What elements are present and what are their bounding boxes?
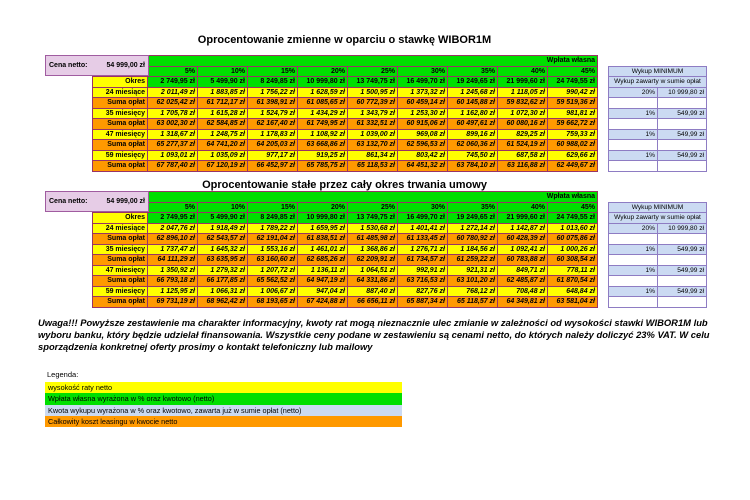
value-cell: 65 118,57 zł — [448, 297, 498, 308]
wykup-percent-cell: 1% — [609, 286, 658, 297]
value-cell: 1 461,01 zł — [298, 244, 348, 255]
value-cell: 990,42 zł — [548, 87, 598, 98]
wykup-row — [609, 119, 707, 130]
value-cell: 1 035,09 zł — [198, 150, 248, 161]
percent-header-cell: 5% — [148, 202, 198, 213]
table-row — [93, 213, 598, 224]
value-cell: 65 785,75 zł — [298, 161, 348, 172]
value-cell: 60 780,92 zł — [448, 234, 498, 245]
value-cell: 62 167,40 zł — [248, 119, 298, 130]
wykup-subtitle-header: Wykup zawarty w sumie opłat — [609, 213, 707, 224]
wykup-percent-cell — [609, 234, 658, 245]
value-cell: 5 499,90 zł — [198, 77, 248, 88]
value-cell: 1 368,86 zł — [348, 244, 398, 255]
value-cell: 708,48 zł — [498, 286, 548, 297]
wykup-amount-cell — [658, 140, 707, 151]
value-cell: 1 092,41 zł — [498, 244, 548, 255]
value-cell: 1 253,30 zł — [398, 108, 448, 119]
value-cell: 1 628,59 zł — [298, 87, 348, 98]
wykup-row — [609, 286, 707, 297]
value-cell: 1 064,51 zł — [348, 265, 398, 276]
wykup-amount-cell — [658, 161, 707, 172]
value-cell: 62 896,10 zł — [148, 234, 198, 245]
value-cell: 64 741,20 zł — [198, 140, 248, 151]
value-cell: 1 737,47 zł — [148, 244, 198, 255]
value-cell: 887,40 zł — [348, 286, 398, 297]
percent-header-cell: 35% — [448, 66, 498, 77]
value-cell: 60 772,39 zł — [348, 98, 398, 109]
value-cell: 921,31 zł — [448, 265, 498, 276]
value-cell: 1 918,49 zł — [198, 223, 248, 234]
value-cell: 67 787,40 zł — [148, 161, 198, 172]
value-cell: 2 047,76 zł — [148, 223, 198, 234]
table-row — [93, 244, 598, 255]
value-cell: 60 988,02 zł — [548, 140, 598, 151]
value-cell: 62 596,53 zł — [398, 140, 448, 151]
wykup-percent-cell — [609, 276, 658, 287]
cena-netto-value: 54 999,00 zł — [106, 62, 145, 69]
value-cell: 61 838,51 zł — [298, 234, 348, 245]
value-cell: 65 887,34 zł — [398, 297, 448, 308]
wykup-row — [609, 244, 707, 255]
rates-table-variable — [92, 55, 598, 172]
value-cell: 8 249,85 zł — [248, 213, 298, 224]
value-cell: 62 191,04 zł — [248, 234, 298, 245]
row-label-cell: 47 miesięcy — [93, 129, 148, 140]
value-cell: 61 712,17 zł — [198, 98, 248, 109]
value-cell: 1 006,67 zł — [248, 286, 298, 297]
row-label-cell: 47 miesięcy — [93, 265, 148, 276]
value-cell: 65 277,37 zł — [148, 140, 198, 151]
value-cell: 66 452,97 zł — [248, 161, 298, 172]
wykup-amount-cell: 549,99 zł — [658, 150, 707, 161]
percent-header-cell: 45% — [548, 66, 598, 77]
value-cell: 59 662,72 zł — [548, 119, 598, 130]
value-cell: 63 160,60 zł — [248, 255, 298, 266]
value-cell: 60 075,86 zł — [548, 234, 598, 245]
value-cell: 1 066,31 zł — [198, 286, 248, 297]
value-cell: 63 002,30 zł — [148, 119, 198, 130]
value-cell: 62 449,67 zł — [548, 161, 598, 172]
legend-item: Wpłata własna wyrażona w % oraz kwotowo (netto) — [45, 393, 402, 404]
value-cell: 67 424,88 zł — [298, 297, 348, 308]
percent-header-cell: 40% — [498, 66, 548, 77]
percent-header-cell: 25% — [348, 202, 398, 213]
legend-item: wysokość raty netto — [45, 382, 402, 393]
wykup-amount-cell — [658, 234, 707, 245]
cena-netto-label: Cena netto: — [49, 198, 88, 205]
fixed-rate-title: Oprocentowanie stałe przez cały okres trwania umowy — [202, 179, 487, 191]
wykup-percent-cell: 1% — [609, 244, 658, 255]
value-cell: 899,16 zł — [448, 129, 498, 140]
row-label-cell: Suma opłat — [93, 255, 148, 266]
table-row — [93, 129, 598, 140]
value-cell: 1 125,95 zł — [148, 286, 198, 297]
legend-item: Kwota wykupu wyrażona w % oraz kwotowo, zawarta już w sumie opłat (netto) — [45, 405, 402, 416]
wykup-amount-cell: 549,99 zł — [658, 108, 707, 119]
wykup-minimum-table-fixed — [608, 202, 707, 308]
wykup-minimum-header: Wykup MINIMUM — [609, 66, 707, 77]
wykup-row — [609, 108, 707, 119]
percent-header-cell: 10% — [198, 202, 248, 213]
value-cell: 1 789,22 zł — [248, 223, 298, 234]
percent-header-cell: 40% — [498, 202, 548, 213]
value-cell: 64 205,03 zł — [248, 140, 298, 151]
value-cell: 1 272,14 zł — [448, 223, 498, 234]
value-cell: 61 085,65 zł — [298, 98, 348, 109]
value-cell: 1 524,79 zł — [248, 108, 298, 119]
wykup-row — [609, 223, 707, 234]
row-label-cell: Okres — [93, 77, 148, 88]
table-row — [93, 87, 598, 98]
row-label-cell: Suma opłat — [93, 161, 148, 172]
value-cell: 61 524,19 zł — [498, 140, 548, 151]
value-cell: 687,58 zł — [498, 150, 548, 161]
wykup-row — [609, 255, 707, 266]
value-cell: 62 209,91 zł — [348, 255, 398, 266]
value-cell: 1 248,75 zł — [198, 129, 248, 140]
percent-header-cell: 45% — [548, 202, 598, 213]
value-cell: 1 705,78 zł — [148, 108, 198, 119]
wykup-amount-cell: 549,99 zł — [658, 244, 707, 255]
table-row — [93, 108, 598, 119]
value-cell: 1 756,22 zł — [248, 87, 298, 98]
value-cell: 13 749,75 zł — [348, 77, 398, 88]
value-cell: 68 193,65 zł — [248, 297, 298, 308]
value-cell: 60 459,14 zł — [398, 98, 448, 109]
percent-header-cell: 35% — [448, 202, 498, 213]
value-cell: 992,91 zł — [398, 265, 448, 276]
value-cell: 60 428,39 zł — [498, 234, 548, 245]
value-cell: 1 645,32 zł — [198, 244, 248, 255]
value-cell: 1 401,41 zł — [398, 223, 448, 234]
value-cell: 66 793,18 zł — [148, 276, 198, 287]
value-cell: 16 499,70 zł — [398, 213, 448, 224]
value-cell: 67 120,19 zł — [198, 161, 248, 172]
value-cell: 1 318,67 zł — [148, 129, 198, 140]
wykup-amount-cell — [658, 98, 707, 109]
legend — [45, 382, 402, 427]
wykup-percent-cell — [609, 297, 658, 308]
row-label-cell: Suma opłat — [93, 276, 148, 287]
value-cell: 21 999,60 zł — [498, 77, 548, 88]
value-cell: 63 635,95 zł — [198, 255, 248, 266]
value-cell: 13 749,75 zł — [348, 213, 398, 224]
wykup-row — [609, 161, 707, 172]
table-row — [93, 276, 598, 287]
wykup-percent-cell: 1% — [609, 129, 658, 140]
table-row — [93, 150, 598, 161]
value-cell: 62 485,87 zł — [498, 276, 548, 287]
value-cell: 1 178,83 zł — [248, 129, 298, 140]
value-cell: 60 308,54 zł — [548, 255, 598, 266]
wykup-amount-cell: 10 999,80 zł — [658, 223, 707, 234]
value-cell: 2 749,95 zł — [148, 77, 198, 88]
wykup-row — [609, 129, 707, 140]
value-cell: 981,81 zł — [548, 108, 598, 119]
value-cell: 64 331,86 zł — [348, 276, 398, 287]
row-label-cell: 35 miesięcy — [93, 108, 148, 119]
wykup-percent-cell: 20% — [609, 87, 658, 98]
variable-rate-table-block — [0, 55, 750, 172]
value-cell: 745,50 zł — [448, 150, 498, 161]
row-label-cell: 24 miesiące — [93, 223, 148, 234]
value-cell: 62 060,36 zł — [448, 140, 498, 151]
value-cell: 62 685,26 zł — [298, 255, 348, 266]
value-cell: 64 349,81 zł — [498, 297, 548, 308]
value-cell: 827,76 zł — [398, 286, 448, 297]
row-label-cell: 59 miesięcy — [93, 286, 148, 297]
wykup-amount-cell — [658, 276, 707, 287]
value-cell: 977,17 zł — [248, 150, 298, 161]
wykup-row — [609, 234, 707, 245]
wykup-percent-cell: 1% — [609, 108, 658, 119]
wykup-amount-cell — [658, 119, 707, 130]
value-cell: 10 999,80 zł — [298, 77, 348, 88]
cena-netto-box — [45, 55, 149, 76]
wykup-minimum-table-variable — [608, 66, 707, 172]
value-cell: 1 184,56 zł — [448, 244, 498, 255]
value-cell: 1 072,30 zł — [498, 108, 548, 119]
value-cell: 62 025,42 zł — [148, 98, 198, 109]
wykup-percent-cell — [609, 161, 658, 172]
value-cell: 1 000,26 zł — [548, 244, 598, 255]
value-cell: 1 108,92 zł — [298, 129, 348, 140]
percent-header-cell: 15% — [248, 202, 298, 213]
percent-header-cell: 5% — [148, 66, 198, 77]
percent-header-cell: 25% — [348, 66, 398, 77]
value-cell: 1 118,05 zł — [498, 87, 548, 98]
value-cell: 1 553,16 zł — [248, 244, 298, 255]
value-cell: 61 398,91 zł — [248, 98, 298, 109]
row-label-cell: 35 miesięcy — [93, 244, 148, 255]
value-cell: 1 276,71 zł — [398, 244, 448, 255]
table-row — [93, 119, 598, 130]
value-cell: 1 279,32 zł — [198, 265, 248, 276]
value-cell: 1 013,60 zł — [548, 223, 598, 234]
value-cell: 68 962,42 zł — [198, 297, 248, 308]
value-cell: 2 749,95 zł — [148, 213, 198, 224]
value-cell: 16 499,70 zł — [398, 77, 448, 88]
table-row — [93, 297, 598, 308]
wplata-wlasna-header: Wpłata własna — [148, 192, 598, 203]
value-cell: 1 207,72 zł — [248, 265, 298, 276]
value-cell: 59 832,62 zł — [498, 98, 548, 109]
value-cell: 778,11 zł — [548, 265, 598, 276]
legend-item: Całkowity koszt leasingu w kwocie netto — [45, 416, 402, 427]
value-cell: 62 584,85 zł — [198, 119, 248, 130]
value-cell: 803,42 zł — [398, 150, 448, 161]
wykup-row — [609, 98, 707, 109]
wykup-amount-cell: 549,99 zł — [658, 129, 707, 140]
value-cell: 62 543,57 zł — [198, 234, 248, 245]
wykup-percent-cell — [609, 255, 658, 266]
value-cell: 24 749,55 zł — [548, 77, 598, 88]
table-row — [93, 234, 598, 245]
value-cell: 8 249,85 zł — [248, 77, 298, 88]
value-cell: 1 530,68 zł — [348, 223, 398, 234]
warning-text: Uwaga!!! Powyższe zestawienie ma charakter informacyjny, kwoty rat mogą nieznacznie ulec zmianie w zależności od wysokości stawki WIBOR1M lub wyboru banku, który będzie udzielał finansowania. Wszystkie ceny podane w zestawieniu są cenami netto, do których należy doliczyć 23% VAT. W celu sporządzenia konkretnej oferty prosimy o kontakt telefoniczny lub mailowy — [38, 317, 710, 352]
value-cell: 64 111,29 zł — [148, 255, 198, 266]
wykup-percent-cell: 1% — [609, 265, 658, 276]
wykup-percent-cell — [609, 98, 658, 109]
value-cell: 1 093,01 zł — [148, 150, 198, 161]
value-cell: 768,12 zł — [448, 286, 498, 297]
value-cell: 759,33 zł — [548, 129, 598, 140]
wykup-row — [609, 87, 707, 98]
value-cell: 65 118,53 zł — [348, 161, 398, 172]
value-cell: 1 500,95 zł — [348, 87, 398, 98]
value-cell: 24 749,55 zł — [548, 213, 598, 224]
table-row — [93, 223, 598, 234]
value-cell: 1 039,00 zł — [348, 129, 398, 140]
percent-header-cell: 15% — [248, 66, 298, 77]
value-cell: 60 783,88 zł — [498, 255, 548, 266]
value-cell: 1 373,32 zł — [398, 87, 448, 98]
value-cell: 61 332,51 zł — [348, 119, 398, 130]
value-cell: 947,04 zł — [298, 286, 348, 297]
row-label-cell: 24 miesiące — [93, 87, 148, 98]
value-cell: 5 499,90 zł — [198, 213, 248, 224]
wykup-amount-cell: 10 999,80 zł — [658, 87, 707, 98]
table-row — [93, 77, 598, 88]
value-cell: 1 142,87 zł — [498, 223, 548, 234]
value-cell: 861,34 zł — [348, 150, 398, 161]
value-cell: 59 519,36 zł — [548, 98, 598, 109]
fixed-rate-table-block — [0, 191, 750, 308]
value-cell: 19 249,65 zł — [448, 77, 498, 88]
value-cell: 10 999,80 zł — [298, 213, 348, 224]
value-cell: 64 451,32 zł — [398, 161, 448, 172]
wykup-row — [609, 150, 707, 161]
wykup-percent-cell: 20% — [609, 223, 658, 234]
percent-header-cell: 10% — [198, 66, 248, 77]
value-cell: 61 734,57 zł — [398, 255, 448, 266]
value-cell: 61 870,54 zł — [548, 276, 598, 287]
wykup-percent-cell: 1% — [609, 150, 658, 161]
value-cell: 629,66 zł — [548, 150, 598, 161]
cena-netto-box — [45, 191, 149, 212]
table-row — [93, 161, 598, 172]
legend-title: Legenda: — [47, 370, 79, 379]
value-cell: 60 497,61 zł — [448, 119, 498, 130]
value-cell: 61 259,22 zł — [448, 255, 498, 266]
value-cell: 829,25 zł — [498, 129, 548, 140]
value-cell: 21 999,60 zł — [498, 213, 548, 224]
wykup-amount-cell — [658, 297, 707, 308]
value-cell: 69 731,19 zł — [148, 297, 198, 308]
wykup-row — [609, 297, 707, 308]
row-label-cell: Suma opłat — [93, 140, 148, 151]
wykup-amount-cell — [658, 255, 707, 266]
table-row — [93, 265, 598, 276]
value-cell: 63 668,86 zł — [298, 140, 348, 151]
value-cell: 63 784,10 zł — [448, 161, 498, 172]
value-cell: 60 145,88 zł — [448, 98, 498, 109]
wplata-wlasna-header: Wpłata własna — [148, 56, 598, 67]
value-cell: 1 245,68 zł — [448, 87, 498, 98]
value-cell: 919,25 zł — [298, 150, 348, 161]
row-label-cell: Suma opłat — [93, 234, 148, 245]
wykup-amount-cell: 549,99 zł — [658, 265, 707, 276]
percent-header-cell: 20% — [298, 66, 348, 77]
value-cell: 61 133,45 zł — [398, 234, 448, 245]
percent-header-cell: 30% — [398, 202, 448, 213]
value-cell: 19 249,65 zł — [448, 213, 498, 224]
value-cell: 63 581,04 zł — [548, 297, 598, 308]
wykup-minimum-header: Wykup MINIMUM — [609, 202, 707, 213]
percent-header-cell: 20% — [298, 202, 348, 213]
table-row — [93, 286, 598, 297]
value-cell: 63 101,20 zł — [448, 276, 498, 287]
value-cell: 1 659,95 zł — [298, 223, 348, 234]
value-cell: 1 434,29 zł — [298, 108, 348, 119]
wykup-amount-cell: 549,99 zł — [658, 286, 707, 297]
value-cell: 63 716,53 zł — [398, 276, 448, 287]
value-cell: 63 132,70 zł — [348, 140, 398, 151]
value-cell: 66 177,85 zł — [198, 276, 248, 287]
value-cell: 65 562,52 zł — [248, 276, 298, 287]
row-label-cell: 59 miesięcy — [93, 150, 148, 161]
value-cell: 849,71 zł — [498, 265, 548, 276]
value-cell: 66 656,11 zł — [348, 297, 398, 308]
value-cell: 1 615,28 zł — [198, 108, 248, 119]
wykup-row — [609, 265, 707, 276]
rates-table-fixed — [92, 191, 598, 308]
row-label-cell: Suma opłat — [93, 297, 148, 308]
table-row — [93, 140, 598, 151]
value-cell: 60 080,16 zł — [498, 119, 548, 130]
wykup-percent-cell — [609, 119, 658, 130]
row-label-cell: Suma opłat — [93, 98, 148, 109]
wykup-row — [609, 140, 707, 151]
wykup-subtitle-header: Wykup zawarty w sumie opłat — [609, 77, 707, 88]
cena-netto-value: 54 999,00 zł — [106, 198, 145, 205]
value-cell: 1 343,79 zł — [348, 108, 398, 119]
value-cell: 1 136,11 zł — [298, 265, 348, 276]
value-cell: 2 011,49 zł — [148, 87, 198, 98]
cena-netto-label: Cena netto: — [49, 62, 88, 69]
value-cell: 64 947,19 zł — [298, 276, 348, 287]
value-cell: 648,84 zł — [548, 286, 598, 297]
table-row — [93, 255, 598, 266]
value-cell: 61 749,95 zł — [298, 119, 348, 130]
wykup-percent-cell — [609, 140, 658, 151]
value-cell: 60 915,06 zł — [398, 119, 448, 130]
row-label-cell: Okres — [93, 213, 148, 224]
value-cell: 1 350,92 zł — [148, 265, 198, 276]
value-cell: 969,08 zł — [398, 129, 448, 140]
wykup-row — [609, 276, 707, 287]
variable-rate-title: Oprocentowanie zmienne w oparciu o stawkę WIBOR1M — [197, 34, 492, 46]
table-row — [93, 98, 598, 109]
percent-header-cell: 30% — [398, 66, 448, 77]
value-cell: 63 116,88 zł — [498, 161, 548, 172]
row-label-cell: Suma opłat — [93, 119, 148, 130]
value-cell: 61 485,98 zł — [348, 234, 398, 245]
value-cell: 1 162,80 zł — [448, 108, 498, 119]
value-cell: 1 883,85 zł — [198, 87, 248, 98]
